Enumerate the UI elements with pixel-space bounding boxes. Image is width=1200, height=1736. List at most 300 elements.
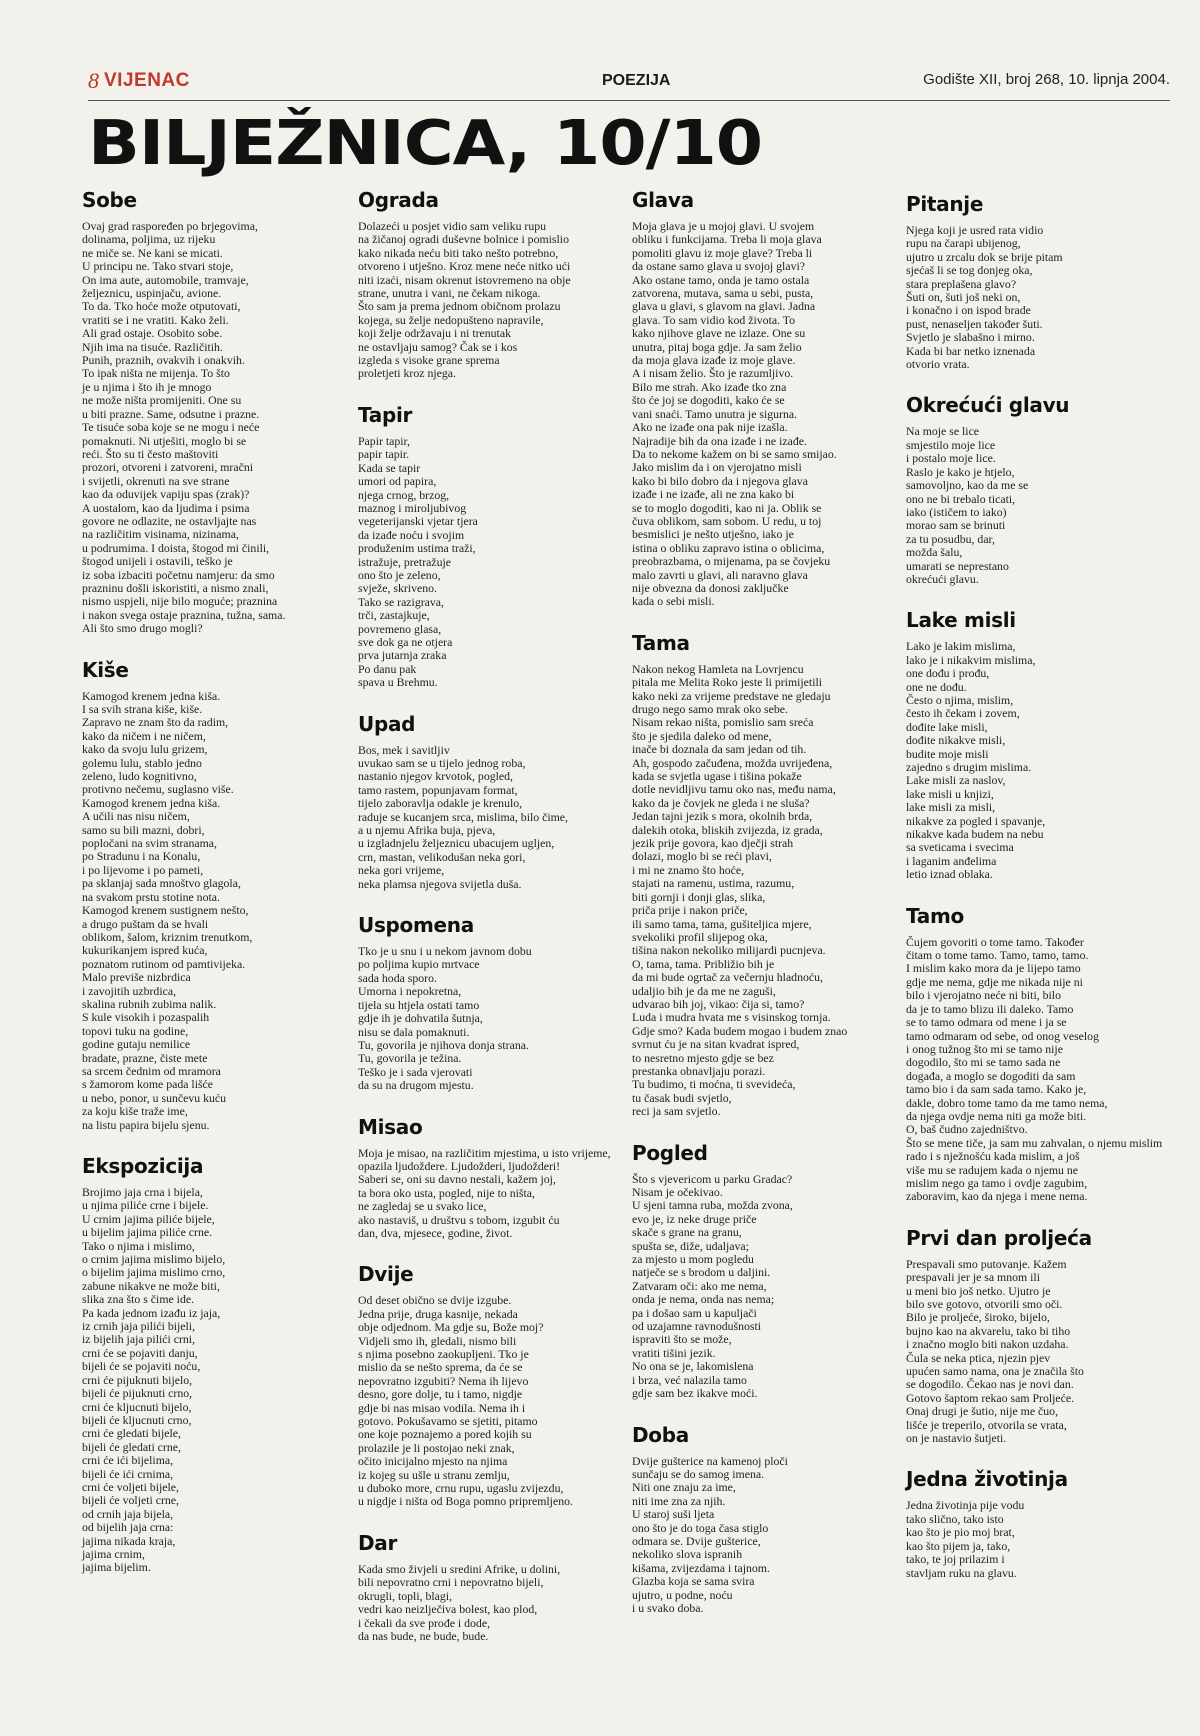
column-4 [906, 188, 1163, 1602]
poem-line: kukurikanjem ispred kuća, [82, 943, 208, 958]
poem-line: ili samo tama, tama, gušiteljica mjere, [632, 916, 812, 931]
poem-line: Saberi se, oni su davno nestali, kažem joj, [358, 1172, 556, 1187]
poem-title: Dvije [358, 1262, 414, 1287]
poem-line: mislim nego ga tamo i ovdje zagubim, [906, 1175, 1088, 1190]
poem [82, 658, 290, 1132]
poem-line: u podrumima. I doista, štogod mi činili, [82, 540, 270, 555]
poem-title: Uspomena [358, 913, 474, 938]
poem-line: nepovratno izgubiti? Nema ih lijevo [358, 1373, 529, 1388]
poem-line: od bijelih jaja crna: [82, 1520, 174, 1535]
poem-line: često ih čekam i zovem, [906, 706, 1020, 721]
poem-line: prazninu došli iskoristiti, a nismo znali, [82, 580, 269, 595]
poem-line: da moja glava izađe iz moje glave. [632, 353, 796, 368]
poem-body [358, 744, 566, 891]
poem-line: Kada smo živjeli u sredini Afrike, u dolini, [358, 1561, 561, 1576]
poem-line: očito inicijalno mjesto na njima [358, 1454, 508, 1469]
poem-line: tamo rastem, popunjavam format, [358, 782, 518, 797]
poem-line: ispraviti što se može, [632, 1332, 732, 1347]
poem-line: prolazile je li postojao neki znak, [358, 1440, 515, 1455]
poem-line: crni će ići bijelima, [82, 1453, 174, 1468]
poem-line: ne zagledaj se u svako lice, [358, 1199, 487, 1214]
poem-line: Dolazeći u posjet vidio sam veliku rupu [358, 219, 547, 233]
poem-line: zajedno s drugim mislima. [906, 760, 1032, 774]
poem-body [906, 425, 1114, 586]
poem-line: strane, unutra i vani, ne čekam nikoga. [358, 286, 541, 301]
poem-line: Prespavali smo putovanje. Kažem [906, 1256, 1067, 1271]
brand-logo: VIJENAC [104, 70, 190, 91]
poem-line: Ali što smo drugo mogli? [82, 621, 203, 636]
poem-line: Ovaj grad raspoređen po brjegovima, [82, 219, 258, 233]
poem-line: Ako ostane tamo, onda je tamo ostala [632, 272, 810, 287]
poem-line: maznog i miroljubivog [358, 500, 467, 515]
poem-line: s žamorom kome pada lišće [82, 1077, 214, 1092]
poem-line: To da. Tko hoće može otputovati, [82, 299, 241, 314]
poem-line: S kule visokih i pozaspalih [82, 1010, 210, 1025]
poem-line: Te tisuće soba koje se ne mogu i neće [82, 420, 260, 435]
poem-line: crni će pijuknuti bijelo, [82, 1372, 193, 1387]
poem-line: stavljam ruku na glavu. [906, 1565, 1017, 1580]
poem-line: evo je, iz neke druge priče [632, 1211, 757, 1226]
poem-line: Nakon nekog Hamleta na Lovrjencu [632, 661, 804, 676]
poem-line: Glazba koja se sama svira [632, 1574, 755, 1589]
poem-body [358, 1145, 611, 1241]
poem-line: istina o obliku zapravo istina o oblicima, [632, 540, 825, 555]
poem [906, 903, 1163, 1204]
page-title: BILJEŽNICA, 10/10 [88, 108, 763, 180]
poem-line: što će joj se dogoditi, kako će se [632, 393, 785, 408]
poem-line: vratiti tišini jezik. [632, 1345, 716, 1360]
poem-line: prespavali jer je sa mnom ili [906, 1270, 1040, 1285]
poem-line: Tu, govorila je težina. [358, 1051, 462, 1066]
poem-line: dođite nikakve misli, [906, 733, 1006, 748]
poem-line: jajima nikada kraja, [82, 1533, 176, 1548]
poem-line: iz bijelih jaja pilići crni, [82, 1332, 196, 1347]
poem-line: crni će se pojaviti danju, [82, 1345, 198, 1360]
poem-line: za koju kiše traže ime, [82, 1104, 188, 1119]
poem-line: govore ne odlazite, ne ostavljajte nas [82, 513, 257, 528]
poem [358, 913, 566, 1092]
poem-line: tamo odmaram od sebe, od onog veselog [906, 1028, 1099, 1043]
poem [358, 1114, 611, 1241]
poem-line: tako, te joj prilazim i [906, 1552, 1005, 1567]
poem-line: Šuti on, šuti još neki on, [906, 290, 1021, 305]
poem-line: u nebo, ponor, u sunčevu kuću [82, 1090, 227, 1105]
poem-line: pomaknuti. Ni utješiti, moglo bi se [82, 433, 247, 448]
poem-line: U crnim jajima piliće bijele, [82, 1211, 215, 1226]
poem-line: bijeli će gledati crne, [82, 1439, 181, 1454]
poem-line: jezik prije govora, kao dječji strah [632, 836, 794, 851]
poem-line: letio iznad oblaka. [906, 867, 993, 882]
poem-line: popločani na svim stranama, [82, 836, 217, 851]
poem-line: ta bora oko usta, pogled, nije to ništa, [358, 1185, 535, 1200]
poem-line: Niti one znaju za ime, [632, 1480, 736, 1495]
poem-title: Kiše [82, 657, 129, 682]
poem [358, 403, 566, 690]
poem-line: Svjetlo je slabašno i mirno. [906, 330, 1035, 345]
poem-line: nekoliko slova ispranih [632, 1547, 743, 1562]
poem-line: nismo uspjeli, nije bilo moguće; praznina [82, 594, 278, 609]
poem-line: željeznicu, uspinjaču, avione. [82, 286, 222, 301]
poem-line: kada se svjetla ugase i tišina pokaže [632, 769, 802, 784]
poem-title: Sobe [82, 188, 137, 212]
poem [632, 188, 840, 609]
poem-line: dolinama, poljima, uz rijeku [82, 232, 216, 247]
poem-line: nikakve kada budem na nebu [906, 827, 1044, 842]
poem [632, 1141, 840, 1401]
poem-line: I sa svih strana kiše, kiše. [82, 702, 203, 716]
poem-title: Misao [358, 1114, 423, 1139]
poem-line: Čula se neka ptica, njezin pjev [906, 1350, 1051, 1365]
poem-line: unutra, pitaj boga gdje. Ja sam želio [632, 339, 802, 354]
poem-line: nikakve za pogled i spavanje, [906, 813, 1046, 828]
poem-line: Po danu pak [358, 661, 417, 676]
poem-title: Jedna životinja [906, 1467, 1068, 1492]
poem-line: pa sklanjaj sada mnoštvo glagola, [82, 876, 241, 891]
poem-line: iako (ističem to iako) [906, 504, 1007, 519]
poem-line: To ipak ništa ne mijenja. To što [82, 366, 230, 381]
poem-line: zeleno, ludo kognitivno, [82, 769, 197, 784]
poem-line: natječe se s brodom u daljini. [632, 1265, 771, 1280]
poem-line: crni će voljeti bijele, [82, 1479, 179, 1494]
column-1 [82, 188, 290, 1597]
poem-line: lake misli u knjizi, [906, 786, 994, 801]
poem-line: godine gutaju nemilice [82, 1037, 191, 1052]
poem-line: iz soba izbaciti početnu namjeru: da smo [82, 567, 275, 582]
poem-line: topovi tuku na godine, [82, 1023, 189, 1038]
poem-line: nastanio njegov krvotok, pogled, [358, 769, 513, 784]
poem-line: nisu se dala pomaknuti. [358, 1024, 470, 1039]
poem-line: budite moje misli [906, 746, 989, 761]
poem-line: slika zna što s čime ide. [82, 1292, 195, 1307]
poem-body [906, 640, 1114, 881]
poem-body [82, 690, 290, 1132]
poem-line: mislio da se nešto sprema, da će se [358, 1360, 523, 1375]
poem-line: skalina rubnih zubima nalik. [82, 996, 217, 1011]
poem-line: vegeterijanski vjetar tjera [358, 514, 478, 529]
poem-line: one dođu i prođu, [906, 666, 990, 681]
poem-line: u meni bio još netko. Ujutro je [906, 1283, 1051, 1298]
poem-line: tako slično, tako isto [906, 1511, 1004, 1526]
poem-line: i svijetli, okrenuti na sve strane [82, 473, 230, 488]
poem [358, 712, 566, 891]
poem-line: kojega, su želje nedopušteno napravile, [358, 312, 544, 327]
poem-line: ako nastaviš, u društvu s tobom, izgubit ću [358, 1212, 560, 1227]
poem-line: a drugo puštam da se hvali [82, 916, 209, 931]
poem-line: Dvije gušterice na kamenoj ploči [632, 1453, 788, 1468]
poem-line: tijela su htjela ostati tamo [358, 997, 480, 1012]
poem-line: od crnih jaja bijela, [82, 1506, 174, 1521]
poem-line: bijeli će se pojaviti noću, [82, 1359, 201, 1374]
poem-line: I mislim kako mora da je lijepo tamo [906, 961, 1081, 976]
poem-line: udaljio bih je da me ne zaguši, [632, 983, 776, 998]
poem-line: trči, zastajkuje, [358, 608, 430, 623]
poem-line: niti ime zna za njih. [632, 1493, 726, 1508]
poem-line: kako neki za vrijeme predstave ne gledaju [632, 688, 831, 703]
poem-line: dan, dva, mjesece, godine, život. [358, 1225, 513, 1240]
poem-line: No ona se je, lakomislena [632, 1359, 754, 1374]
poem-line: biti gornji i donji glas, slika, [632, 889, 766, 904]
poem-line: malo zavrti u glavi, ali naravno glava [632, 567, 808, 582]
poem-line: više mu se radujem kada o njemu ne [906, 1162, 1078, 1177]
poem-line: A učili nas nisu ničem, [82, 809, 190, 824]
poem-body [632, 1455, 840, 1616]
poem-line: spava u Brehmu. [358, 675, 438, 690]
poem-line: U sjeni tamna ruba, možda zvona, [632, 1198, 793, 1213]
poem-line: se to moglo dogoditi, kao ni ja. Oblik se [632, 500, 822, 515]
poem-body [632, 1173, 840, 1401]
poem-line: Moja je misao, na različitim mjestima, u isto vrijeme, [358, 1145, 611, 1160]
poem-line: Papir tapir, [358, 433, 410, 448]
poem-line: dolazi, moglo bi se reći plavi, [632, 849, 772, 864]
poem-line: dalekih otoka, bliskih zvijezda, iz grada, [632, 822, 823, 837]
section-name: POEZIJA [602, 72, 671, 89]
poem-line: ono što je zeleno, [358, 567, 441, 582]
poem-line: Njega koji je usred rata vidio [906, 223, 1044, 237]
poem-line: otvorio vrata. [906, 357, 970, 372]
poem-title: Glava [632, 188, 694, 212]
poem-line: da su na drugom mjestu. [358, 1078, 474, 1093]
poem-body [358, 435, 566, 690]
poem-line: da njega ovdje nema niti ga može biti. [906, 1108, 1087, 1123]
poem-line: bijeli će pijuknuti crno, [82, 1386, 193, 1401]
poem-line: na svakom prstu stotine nota. [82, 889, 220, 904]
poem-line: za mjesto u mom pogledu [632, 1252, 754, 1267]
poem-line: Zapravo ne znam što da radim, [82, 715, 229, 730]
poem-line: koji želje održavaju i ni trenutak [358, 326, 511, 341]
poem-line: Jedna prije, druga kasnije, nekada [358, 1306, 518, 1321]
poem-line: A i nisam želio. Što je razumljivo. [632, 366, 794, 381]
poem-line: sa sveticama i svecima [906, 840, 1014, 855]
poem [906, 1467, 1114, 1579]
poem-line: Bilo me strah. Ako izađe tko zna [632, 379, 787, 394]
poem-line: Jedan tajni jezik s mora, okolnih brda, [632, 809, 813, 824]
poem-line: možda šalu, [906, 545, 963, 560]
poem-line: jajima bijelim. [82, 1560, 151, 1575]
poem-body [906, 1258, 1114, 1446]
poem-line: Malo previše nizbrdica [82, 970, 191, 985]
poem-line: odmara se. Dvije gušterice, [632, 1533, 761, 1548]
poem-line: ne ostavljaju samog? Čak se i kos [358, 339, 518, 354]
poem-line: izgleda s visoke grane sprema [358, 353, 500, 368]
poem-line: bujno kao na akvarelu, tako bi tiho [906, 1323, 1071, 1338]
poem [906, 1226, 1114, 1446]
poem-line: prozori, otvoreni i zatvoreni, mračni [82, 460, 253, 475]
poem-line: lišće je treperilo, otvorila se vrata, [906, 1417, 1067, 1432]
poem-body [358, 945, 566, 1092]
poem-line: prestanka obnavljaju porazi. [632, 1063, 766, 1078]
poem-line: gotovo. Pokušavamo se sjetiti, pitamo [358, 1414, 538, 1429]
poem-line: glava u glavi, s glavom na glavi. Jadna [632, 299, 816, 314]
poem-line: svježe, skriveno. [358, 581, 437, 596]
poem-line: okrećući glavu. [906, 571, 979, 586]
poem-title: Tama [632, 630, 690, 655]
poem-line: crn, mastan, velikodušan neka gori, [358, 849, 526, 864]
poem-line: upućen samo nama, ona je značila što [906, 1364, 1084, 1379]
poem-line: Umorna i nepokretna, [358, 984, 462, 999]
column-2 [358, 188, 611, 1665]
poem-line: bilo i vjerojatno neće ni biti, bilo [906, 988, 1061, 1003]
poem-body [632, 220, 840, 609]
poem-line: čitam o tome tamo. Tamo, tamo, tamo. [906, 948, 1089, 963]
poem-line: i nakon svega ostaje praznina, tužna, sama. [82, 607, 286, 622]
poem-body [82, 220, 290, 636]
poem-line: Nisam je očekivao. [632, 1185, 723, 1199]
poem-line: Što s vjevericom u parku Gradac? [632, 1171, 793, 1186]
poem-line: i po lijevome i po pameti, [82, 862, 204, 877]
poem-line: i u svako doba. [632, 1600, 704, 1615]
poem-line: obje odjednom. Ma gdje su, Bože moj? [358, 1320, 544, 1335]
poem-line: pa i došao sam u kapuljači [632, 1305, 757, 1320]
poem-line: sa srcem čednim od mramora [82, 1063, 221, 1078]
poem-line: na žičanoj ogradi duševne bolnice i pomislio [358, 232, 569, 247]
poem-line: u bijelim jajima piliće crne. [82, 1225, 213, 1240]
poem-line: ono što je do toga časa stiglo [632, 1520, 769, 1535]
poem-line: one koje poznajemo a pored kojih su [358, 1427, 532, 1442]
poem-line: raduje se kucanjem srca, mislima, bilo čime, [358, 809, 568, 824]
poem-line: Ah, gospodo začuđena, možda uvrijeđena, [632, 755, 833, 770]
poem-line: Najradije bih da ona izađe i ne izađe. [632, 433, 807, 448]
poem-line: Često o njima, mislim, [906, 692, 1014, 707]
poem-line: kako da je čovjek ne gleda i ne sluša? [632, 795, 810, 810]
poem-line: i laganim anđelima [906, 853, 997, 868]
poem-line: Tako o njima i mislimo, [82, 1238, 195, 1253]
poem-line: štogod unijeli i ostavili, teško je [82, 554, 233, 569]
poem-line: gdje me nema, gdje me nikada nije ni [906, 974, 1083, 989]
poem-line: zaboravim, kao da njega i mene nema. [906, 1189, 1088, 1204]
poem-line: Lako je lakim mislima, [906, 639, 1016, 654]
poem-line: na različitim visinama, nizinama, [82, 527, 239, 542]
poem-line: kako bi bilo dobro da i njegova glava [632, 473, 808, 488]
poem-line: Kamogod krenem jedna kiša. [82, 688, 221, 703]
poem-line: i postalo moje lice. [906, 451, 996, 466]
poem-line: ne miče se. Ne kani se micati. [82, 245, 223, 260]
poem-line: svrnut ću je na sitan kvadrat ispred, [632, 1037, 800, 1052]
poem-line: u nigdje i ništa od Boga pomno pripremljeno. [358, 1494, 573, 1509]
poem [358, 1531, 566, 1643]
poem-line: spušta se, diže, udaljava; [632, 1238, 749, 1253]
poem-line: rupu na čarapi ubijenog, [906, 236, 1021, 251]
poem-line: Nisam rekao ništa, pomislio sam sreća [632, 715, 814, 730]
poem-line: skače s grane na granu, [632, 1225, 742, 1240]
poem-line: po poljima kupio mrtvace [358, 957, 480, 972]
poem-line: Na moje se lice [906, 424, 980, 439]
poem-line: preobrazbama, o mijenama, pa se čovjeku [632, 554, 831, 569]
poem-line: papir tapir. [358, 447, 410, 462]
poem-line: O, baš čudno zajedništvo. [906, 1122, 1028, 1137]
poem-line: bijeli će voljeti crne, [82, 1493, 179, 1508]
poem-line: zatvorena, mutava, sama u sebi, pusta, [632, 286, 814, 301]
poem-line: dođite lake misli, [906, 719, 988, 734]
poem-line: na listu papira bijelu sjenu. [82, 1117, 210, 1132]
poem [358, 1262, 573, 1509]
poem-line: Punih, praznih, ovakvih i onakvih. [82, 353, 245, 368]
poem-body [906, 934, 1163, 1204]
poem-line: proletjeti kroz njega. [358, 366, 456, 381]
poem-line: Tako se razigrava, [358, 594, 444, 609]
poem-line: ne može ništa promijeniti. One su [82, 393, 242, 408]
poem-line: kao da oduvijek vapiju spas (zrak)? [82, 487, 250, 502]
page-header [88, 64, 1170, 101]
poem-line: jajima crnim, [82, 1546, 145, 1561]
poem-line: Teško je i sada vjerovati [358, 1064, 473, 1079]
poem-line: A uostalom, kao da ljudima i psima [82, 500, 250, 515]
poem-line: kako njihove glave ne izlaze. One su [632, 326, 806, 341]
poem-line: ujutro, u podne, noću [632, 1587, 733, 1602]
poem-line: Kamogod krenem jedna kiša. [82, 795, 221, 810]
poem-line: golemu lulu, stablo jedno [82, 755, 202, 770]
poem-line: On ima aute, automobile, tramvaje, [82, 272, 249, 287]
poem-line: udvarao bih joj, vikao: čija si, tamo? [632, 996, 805, 1011]
poem-line: ono ne bi trebalo ticati, [906, 491, 1016, 506]
poem-line: se to tamo odmara od mene i ja se [906, 1015, 1067, 1030]
poem-line: Ali grad ostaje. Osobito sobe. [82, 326, 223, 341]
poem-line: onda je nema, onda nas nema; [632, 1292, 775, 1307]
poem [82, 188, 290, 636]
poem-line: priča prije i nakon priče, [632, 903, 748, 918]
poem-line: Čujem govoriti o tome tamo. Također [906, 934, 1084, 949]
poem-line: neka gori vrijeme, [358, 863, 445, 878]
poem-line: u duboko more, crnu rupu, ugaslu zvijezdu, [358, 1481, 564, 1496]
poem-body [358, 1563, 566, 1643]
poem-line: i značno moglo biti nakon uzdaha. [906, 1337, 1069, 1352]
poem-line: Kada bi bar netko iznenada [906, 343, 1036, 358]
poem-line: gdje sam bez ikakve moći. [632, 1386, 758, 1401]
poem-line: kada o sebi misli. [632, 594, 715, 609]
poem-line: vratiti se i ne vratiti. Kako želi. [82, 312, 229, 327]
poem-line: je u njima i što ih je mnogo [82, 379, 212, 394]
poem-line: morao sam se brinuti [906, 518, 1006, 533]
poem-body [358, 219, 571, 381]
poem-line: reci ja sam svjetlo. [632, 1104, 721, 1119]
poem-line: pitala me Melita Roko jeste li primijetili [632, 675, 823, 690]
poem-line: Brojimo jaja crna i bijela, [82, 1185, 203, 1199]
poem-line: one ne dođu. [906, 679, 967, 694]
poem [632, 1423, 840, 1616]
column-3 [632, 188, 848, 1637]
poem-line: kako nikada neću biti tako nešto potrebno, [358, 245, 559, 260]
poem-line: iz kojeg su ušle u stranu zemlju, [358, 1467, 510, 1482]
poem-line: pomoliti glavu iz moje glave? Treba li [632, 245, 813, 260]
poem-line: Tko je u snu i u nekom javnom dobu [358, 944, 532, 959]
poem-line: bijeli će kljucnuti crno, [82, 1412, 192, 1427]
poem-line: dogodilo, što mi se tamo sada ne [906, 1055, 1061, 1070]
poem-line: lako je i nikakvim mislima, [906, 652, 1036, 667]
poem-line: i mi ne znamo što hoće, [632, 862, 745, 877]
poem-line: umori od papira, [358, 474, 437, 489]
poem-line: sve dok ga ne otjera [358, 634, 453, 649]
poem-line: o crnim jajima mislimo bijelo, [82, 1252, 226, 1267]
poem-line: Jedna životinja pije vodu [906, 1498, 1025, 1513]
poem-line: uvukao sam se u tijelo jednog roba, [358, 756, 526, 770]
poem-line: poznatom rutinom od pamtivijeka. [82, 956, 246, 971]
poem-title: Lake misli [906, 608, 1016, 633]
poem-line: dakle, dobro tome tamo da me tamo nema, [906, 1095, 1108, 1110]
poem-line: sada hoda sporo. [358, 970, 437, 985]
poem-line: Što se mene tiče, ja sam mu zahvalan, o njemu mislim [906, 1135, 1163, 1150]
poem-line: smjestilo moje lice [906, 437, 996, 452]
poem [358, 188, 571, 381]
poem-body [906, 1499, 1114, 1579]
poem-line: i konačno i on ispod brade [906, 303, 1031, 318]
poem-line: produženim ustima traži, [358, 541, 476, 556]
poem-body [632, 661, 848, 1119]
poem-line: Od deset obično se dvije izgube. [358, 1293, 512, 1308]
poem-line: Tu, govorila je njihova donja strana. [358, 1037, 529, 1052]
poem-title: Pitanje [906, 192, 984, 216]
poem-title: Tapir [358, 402, 413, 427]
poem-line: stara preplašena glavo? [906, 276, 1017, 291]
poem-line: kišama, zvijezdama i tajnom. [632, 1560, 770, 1575]
